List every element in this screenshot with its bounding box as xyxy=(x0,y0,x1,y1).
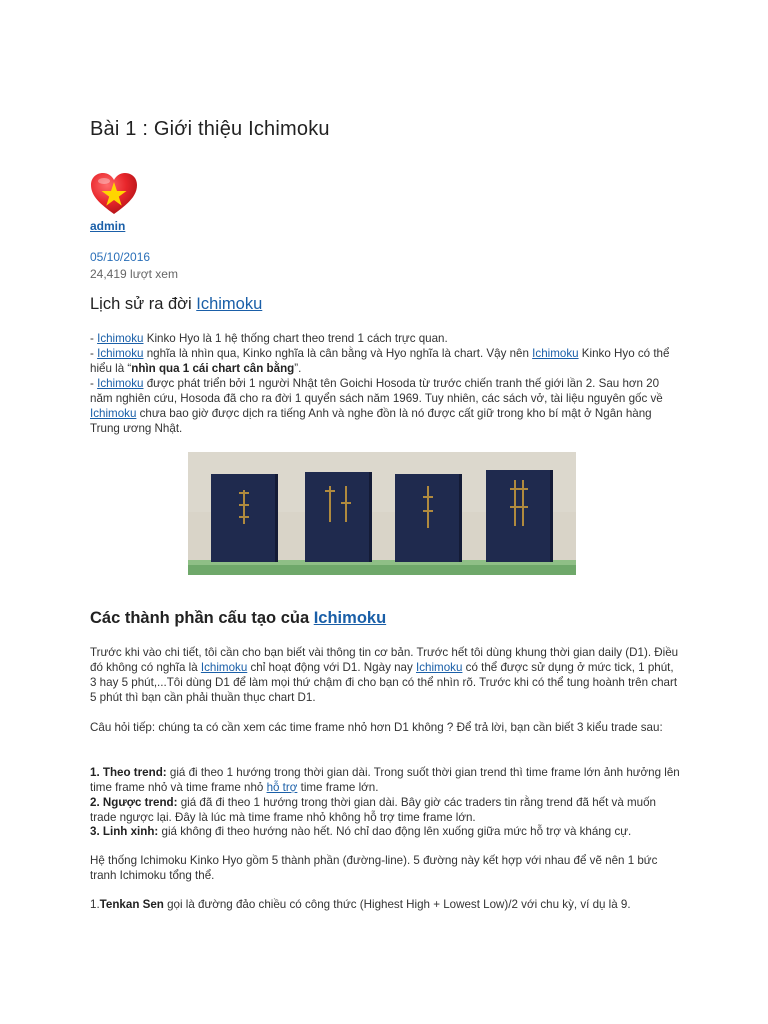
author-link[interactable]: admin xyxy=(90,219,126,233)
bold-text: 3. Linh xinh: xyxy=(90,825,159,838)
ichimoku-link[interactable]: Ichimoku xyxy=(532,347,579,360)
text: được phát triển bởi 1 người Nhật tên Goichi Hosoda từ trước chiến tranh thế giới lần 2. Sau hơn 20 năm nghiên cứu, Hosoda đã cho ra đời 1 quyển sách năm 1969. Tuy nhiên, các sách vở, tài liệu nguyên gốc về xyxy=(90,377,663,405)
heading-text: Lịch sử ra đời xyxy=(90,295,197,313)
ichimoku-link[interactable]: Ichimoku xyxy=(97,377,144,390)
trade-type-1 xyxy=(90,765,680,795)
bold-text: 1. Theo trend: xyxy=(90,766,167,779)
page-title: Bài 1 : Giới thiệu Ichimoku xyxy=(90,118,330,140)
text: Kinko Hyo là 1 hệ thống chart theo trend 1 cách trực quan. xyxy=(143,332,448,345)
text: có thể được sử dụng ở mức tick, 1 phút, 3 hay 5 phút,...Tôi dùng D1 để làm mọi thứ chậm đi cho bạn có thể nhìn rõ. Trước khi có thể tung hoành trên chart 5 phút thì bạn cần phải thuần thục chart D1. xyxy=(90,661,678,704)
heading-text: Các thành phần cấu tạo của xyxy=(90,609,314,627)
ho-tro-link[interactable]: hỗ trợ xyxy=(266,781,298,794)
text: chỉ hoạt động với D1. Ngày nay xyxy=(247,661,417,674)
trade-type-3 xyxy=(90,824,680,839)
ichimoku-books-photo xyxy=(188,452,576,575)
dash: - xyxy=(90,377,98,390)
dash: - xyxy=(90,347,98,360)
bold-text: nhìn qua 1 cái chart cân bằng xyxy=(131,362,295,375)
bold-text: 2. Ngược trend: xyxy=(90,796,178,809)
text: giá đi theo 1 hướng trong thời gian dài. Trong suốt thời gian trend thì time frame lớn ảnh hưởng lên time frame nhỏ và time frame nhỏ xyxy=(90,766,680,794)
ichimoku-link[interactable]: Ichimoku xyxy=(97,332,144,345)
history-paragraph-3 xyxy=(90,376,680,436)
ichimoku-link[interactable]: Ichimoku xyxy=(313,609,387,627)
vietnam-flag-heart-icon[interactable] xyxy=(90,172,138,216)
post-date: 05/10/2016 xyxy=(90,250,151,264)
trade-type-2 xyxy=(90,795,680,825)
ichimoku-link[interactable]: Ichimoku xyxy=(90,407,137,420)
components-paragraph-1 xyxy=(90,645,680,705)
view-count: 24,419 lượt xem xyxy=(90,267,178,281)
ichimoku-link[interactable]: Ichimoku xyxy=(196,295,263,313)
ichimoku-link[interactable]: Ichimoku xyxy=(200,661,248,674)
ichimoku-link[interactable]: Ichimoku xyxy=(416,661,463,674)
section-heading-history xyxy=(90,295,262,314)
components-paragraph-3: Hệ thống Ichimoku Kinko Hyo gồm 5 thành phần (đường-line). 5 đường này kết hợp với nhau để vẽ nên 1 bức tranh Ichimoku tổng thể. xyxy=(90,854,658,882)
components-paragraph-2: Câu hỏi tiếp: chúng ta có cần xem các time frame nhỏ hơn D1 không ? Để trả lời, bạn cần biết 3 kiểu trade sau: xyxy=(90,721,663,734)
text: Kinko Hyo có thể hiểu là “ xyxy=(90,347,670,375)
text: ”. xyxy=(294,362,302,375)
dash: - xyxy=(90,332,98,345)
text: chưa bao giờ được dịch ra tiếng Anh và nghe đồn là nó được cất giữ trong kho bí mật ở Ngân hàng Trung ương Nhật. xyxy=(90,407,652,435)
ichimoku-link[interactable]: Ichimoku xyxy=(97,347,144,360)
text: time frame lớn. xyxy=(297,781,379,794)
text: Trước khi vào chi tiết, tôi cần cho bạn biết vài thông tin cơ bản. Trước hết tôi dùng khung thời gian daily (D1). Điều đó không có nghĩa là xyxy=(90,646,679,674)
text: giá đã đi theo 1 hướng trong thời gian dài. Bây giờ các traders tin rằng trend đã hết và muốn trade ngược lại. Đây là lúc mà time frame nhỏ không hỗ trợ time frame lớn. xyxy=(90,796,657,824)
history-paragraph-2 xyxy=(90,346,680,376)
text: gọi là đường đảo chiều có công thức (Highest High + Lowest Low)/2 với chu kỳ, ví dụ là 9. xyxy=(163,898,631,911)
text: giá không đi theo hướng nào hết. Nó chỉ dao động lên xuống giữa mức hỗ trợ và kháng cự. xyxy=(158,825,632,838)
section-heading-components xyxy=(90,609,386,628)
bold-text: Tenkan Sen xyxy=(99,898,164,911)
history-paragraph-1 xyxy=(90,331,680,346)
components-paragraph-4 xyxy=(90,897,680,912)
text: 1. xyxy=(90,898,100,911)
text: nghĩa là nhìn qua, Kinko nghĩa là cân bằng và Hyo nghĩa là chart. Vậy nên xyxy=(143,347,533,360)
